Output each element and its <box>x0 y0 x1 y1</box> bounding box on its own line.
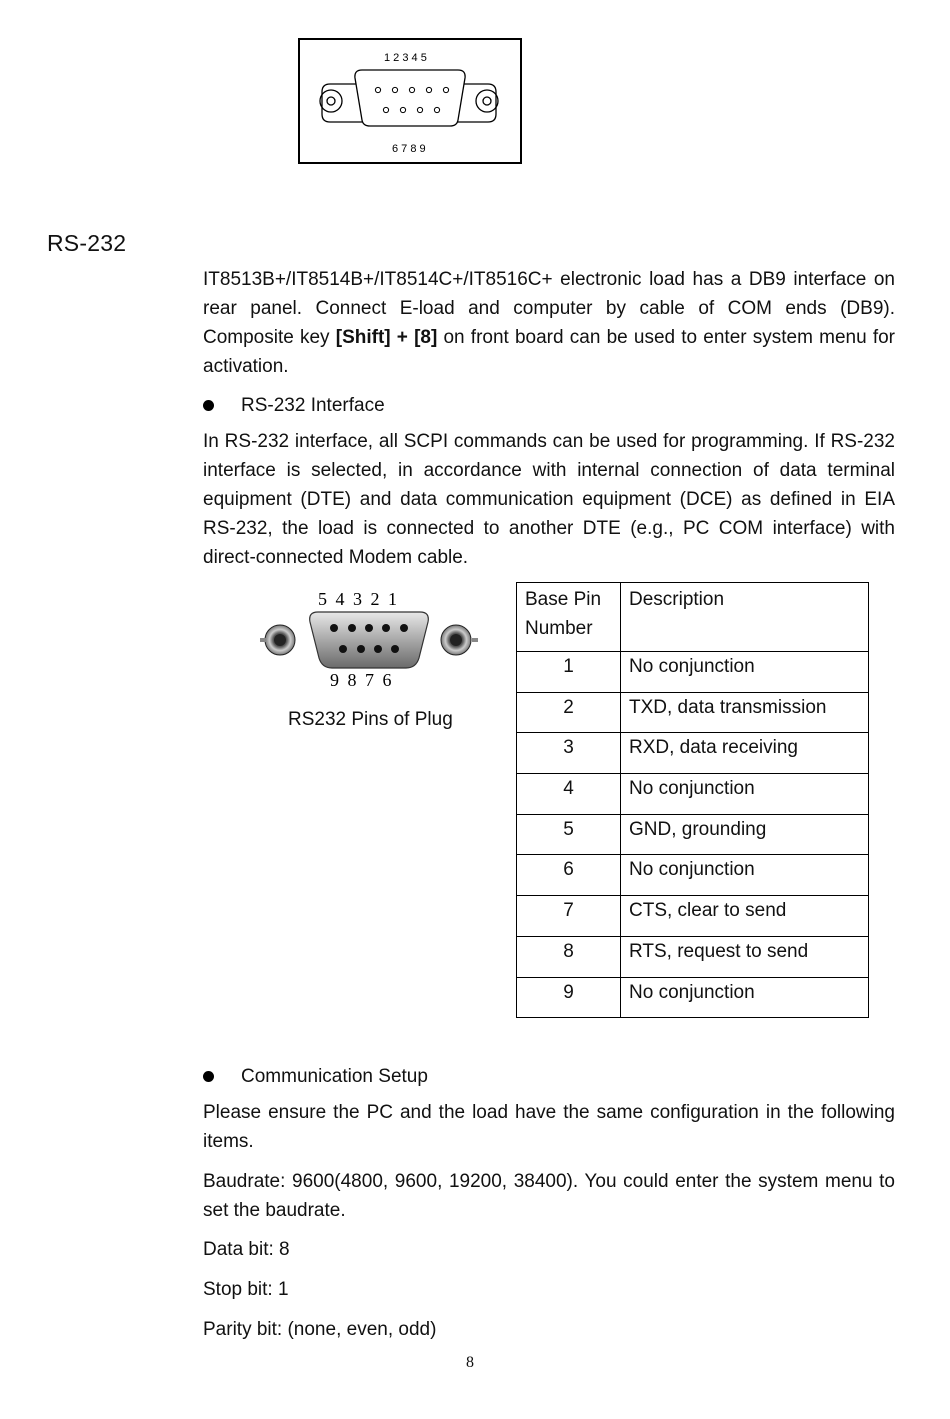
section-title: RS-232 <box>47 230 127 256</box>
pin-description-cell: RXD, data receiving <box>621 733 869 774</box>
pin-number-cell: 7 <box>517 896 621 937</box>
bullet-rs232-interface <box>203 391 385 420</box>
table-row <box>517 977 869 1018</box>
pin-number-cell: 5 <box>517 814 621 855</box>
pin-description-cell: TXD, data transmission <box>621 692 869 733</box>
pin-number-cell: 3 <box>517 733 621 774</box>
pin-description-cell: No conjunction <box>621 652 869 693</box>
intro-text-after: on front board can be used to enter system menu for activation. <box>203 327 895 377</box>
db9-bottom-pin-numbers: 6 7 8 9 <box>392 143 426 155</box>
bullet-label: RS-232 Interface <box>241 395 385 416</box>
pin-number-cell: 9 <box>517 977 621 1018</box>
plug-caption: RS232 Pins of Plug <box>288 709 453 730</box>
page-number: 8 <box>466 1354 474 1371</box>
pin-description-table <box>516 582 869 1018</box>
stop-bit-line: Stop bit: 1 <box>203 1279 289 1300</box>
pin-description-cell: No conjunction <box>621 977 869 1018</box>
table-row <box>517 692 869 733</box>
screw-left-icon <box>260 625 295 655</box>
table-row <box>517 814 869 855</box>
data-bit-line: Data bit: 8 <box>203 1239 290 1260</box>
db9-top-pin-numbers: 1 2 3 4 5 <box>384 52 427 64</box>
table-row <box>517 733 869 774</box>
table-row <box>517 774 869 815</box>
pin-description-cell: GND, grounding <box>621 814 869 855</box>
intro-text-before: IT8513B+/IT8514B+/IT8514C+/IT8516C+ electronic load has a DB9 interface on rear panel. Connect E-load and computer by cable of COM ends (DB9). Composite key <box>203 269 895 348</box>
table-row <box>517 896 869 937</box>
table-row <box>517 652 869 693</box>
pin-description-cell: No conjunction <box>621 855 869 896</box>
pin-number-cell: 4 <box>517 774 621 815</box>
header-pin-number: Base Pin Number <box>517 583 621 652</box>
db9-connector-figure <box>298 38 522 164</box>
pin-description-cell: CTS, clear to send <box>621 896 869 937</box>
pin-description-cell: No conjunction <box>621 774 869 815</box>
bullet-dot-icon <box>203 1071 214 1082</box>
baudrate-paragraph: Baudrate: 9600(4800, 9600, 19200, 38400). You could enter the system menu to set the baudrate. <box>203 1171 895 1221</box>
table-row <box>517 855 869 896</box>
pin-number-cell: 2 <box>517 692 621 733</box>
table-header-row <box>517 583 869 652</box>
header-description: Description <box>621 583 869 652</box>
table-row <box>517 936 869 977</box>
intro-paragraph <box>203 265 895 381</box>
plug-shell <box>310 612 429 668</box>
parity-bit-line: Parity bit: (none, even, odd) <box>203 1319 437 1340</box>
pin-number-cell: 1 <box>517 652 621 693</box>
bullet-dot-icon <box>203 400 214 411</box>
db9-shell-outline <box>320 70 498 126</box>
interface-paragraph: In RS-232 interface, all SCPI commands can be used for programming. If RS-232 interface is selected, in accordance with internal connection of data terminal equipment (DTE) and data communication equipment (DCE) as defined in EIA RS-232, the load is connected to another DTE (e.g., PC COM interface) with direct-connected Modem cable. <box>203 431 895 568</box>
plug-bottom-pin-numbers: 9 8 7 6 <box>330 670 394 690</box>
screw-right-icon <box>441 625 478 655</box>
pin-description-cell: RTS, request to send <box>621 936 869 977</box>
pin-number-cell: 8 <box>517 936 621 977</box>
bullet-label: Communication Setup <box>241 1066 428 1087</box>
pin-number-cell: 6 <box>517 855 621 896</box>
composite-key: [Shift] + [8] <box>335 327 438 348</box>
rs232-plug-figure <box>258 586 480 692</box>
setup-paragraph: Please ensure the PC and the load have the same configuration in the following items. <box>203 1102 895 1152</box>
plug-top-pin-numbers: 5 4 3 2 1 <box>318 589 399 609</box>
bullet-communication-setup <box>203 1062 428 1091</box>
